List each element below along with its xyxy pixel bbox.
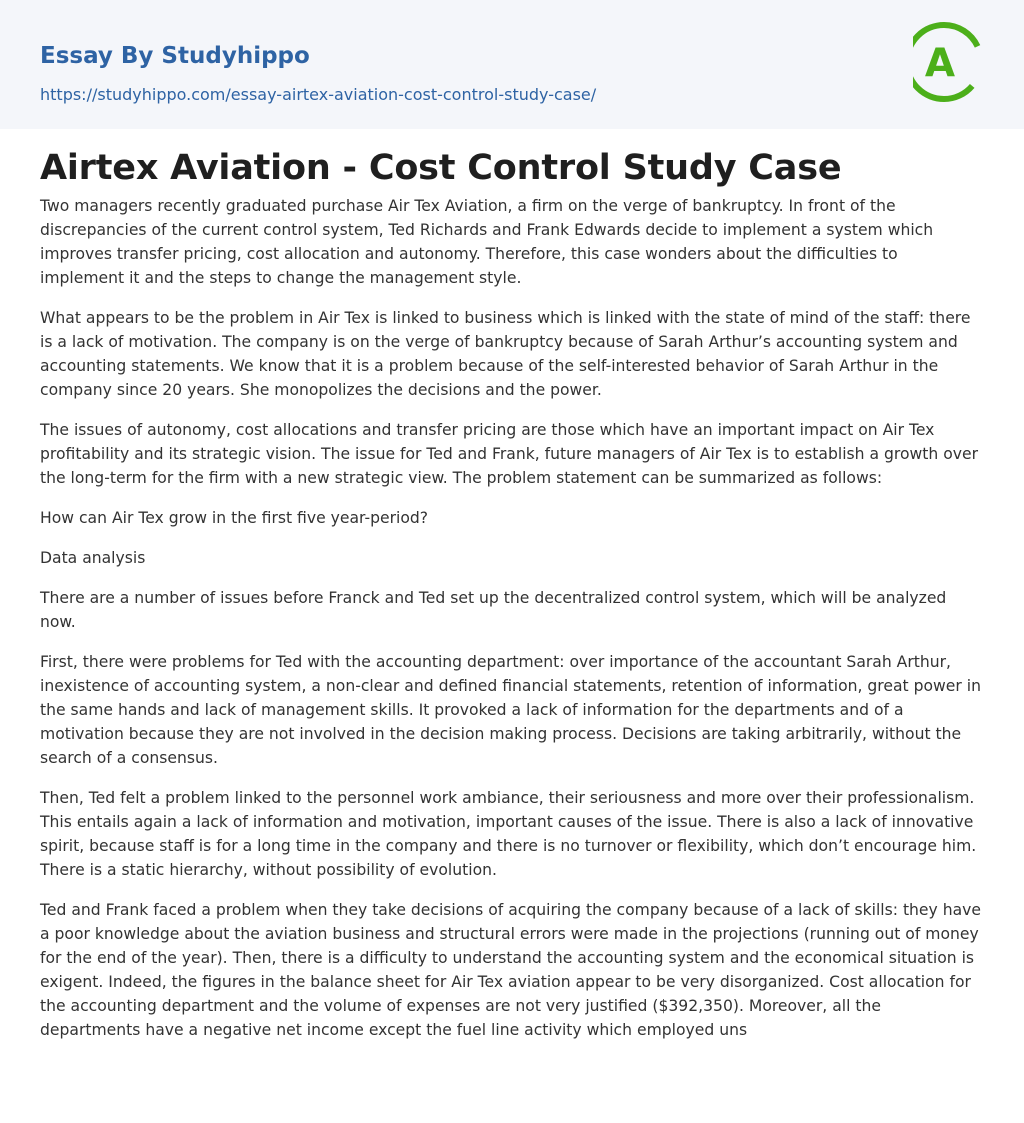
paragraph: Two managers recently graduated purchase Air Tex Aviation, a firm on the verge of bankruptcy. In front of the discrepancies of the current control system, Ted Richards and Frank Edwards decide to implement a system which improves transfer pricing, cost allocation and autonomy. Therefore, this case wonders about the difficulties to implement it and the steps to change the management style. (40, 197, 934, 287)
paragraph: Then, Ted felt a problem linked to the personnel work ambiance, their seriousness and more over their professionalism. This entails again a lack of information and motivation, important causes of the issue. There is also a lack of innovative spirit, because staff is for a long time in the company and there is no turnover or flexibility, which don’t encourage him. There is a static hierarchy, without possibility of evolution. (40, 789, 977, 879)
logo-letter: A (924, 41, 956, 86)
paragraph: Data analysis (40, 549, 146, 567)
paragraph: The issues of autonomy, cost allocations and transfer pricing are those which have an important impact on Air Tex profitability and its strategic vision. The issue for Ted and Frank, future managers of Air Tex is to establish a growth over the long-term for the firm with a new strategic view. The problem statement can be summarized as follows: (40, 421, 978, 487)
article-body (40, 194, 984, 1058)
paragraph: First, there were problems for Ted with the accounting department: over importance of the accountant Sarah Arthur, inexistence of accounting system, a non-clear and defined financial statements, retention of information, great power in the same hands and lack of management skills. It provoked a lack of information for the departments and of a motivation because they are not involved in the decision making process. Decisions are taking arbitrarily, without the search of a consensus. (40, 653, 981, 767)
paragraph: How can Air Tex grow in the first five year-period? (40, 509, 429, 527)
paragraph: There are a number of issues before Franck and Ted set up the decentralized control system, which will be analyzed now. (40, 589, 947, 631)
studyhippo-logo-icon[interactable] (913, 20, 987, 106)
site-brand[interactable]: Essay By Studyhippo (40, 43, 310, 69)
paragraph: What appears to be the problem in Air Tex is linked to business which is linked with the state of mind of the staff: there is a lack of motivation. The company is on the verge of bankruptcy because of Sarah Arthur’s accounting system and accounting statements. We know that it is a problem because of the self-interested behavior of Sarah Arthur in the company since 20 years. She monopolizes the decisions and the power. (40, 309, 971, 399)
article-title: Airtex Aviation - Cost Control Study Case (40, 148, 842, 188)
paragraph: Ted and Frank faced a problem when they take decisions of acquiring the company because of a lack of skills: they have a poor knowledge about the aviation business and structural errors were made in the projections (running out of money for the end of the year). Then, there is a difficulty to understand the accounting system and the economical situation is exigent. Indeed, the figures in the balance sheet for Air Tex aviation appear to be very disorganized. Cost allocation for the accounting department and the volume of expenses are not very justified ($392,350). Moreover, all the departments have a negative net income except the fuel line activity which employed uns (40, 901, 981, 1039)
page-url-link[interactable]: https://studyhippo.com/essay-airtex-aviation-cost-control-study-case/ (40, 85, 597, 104)
